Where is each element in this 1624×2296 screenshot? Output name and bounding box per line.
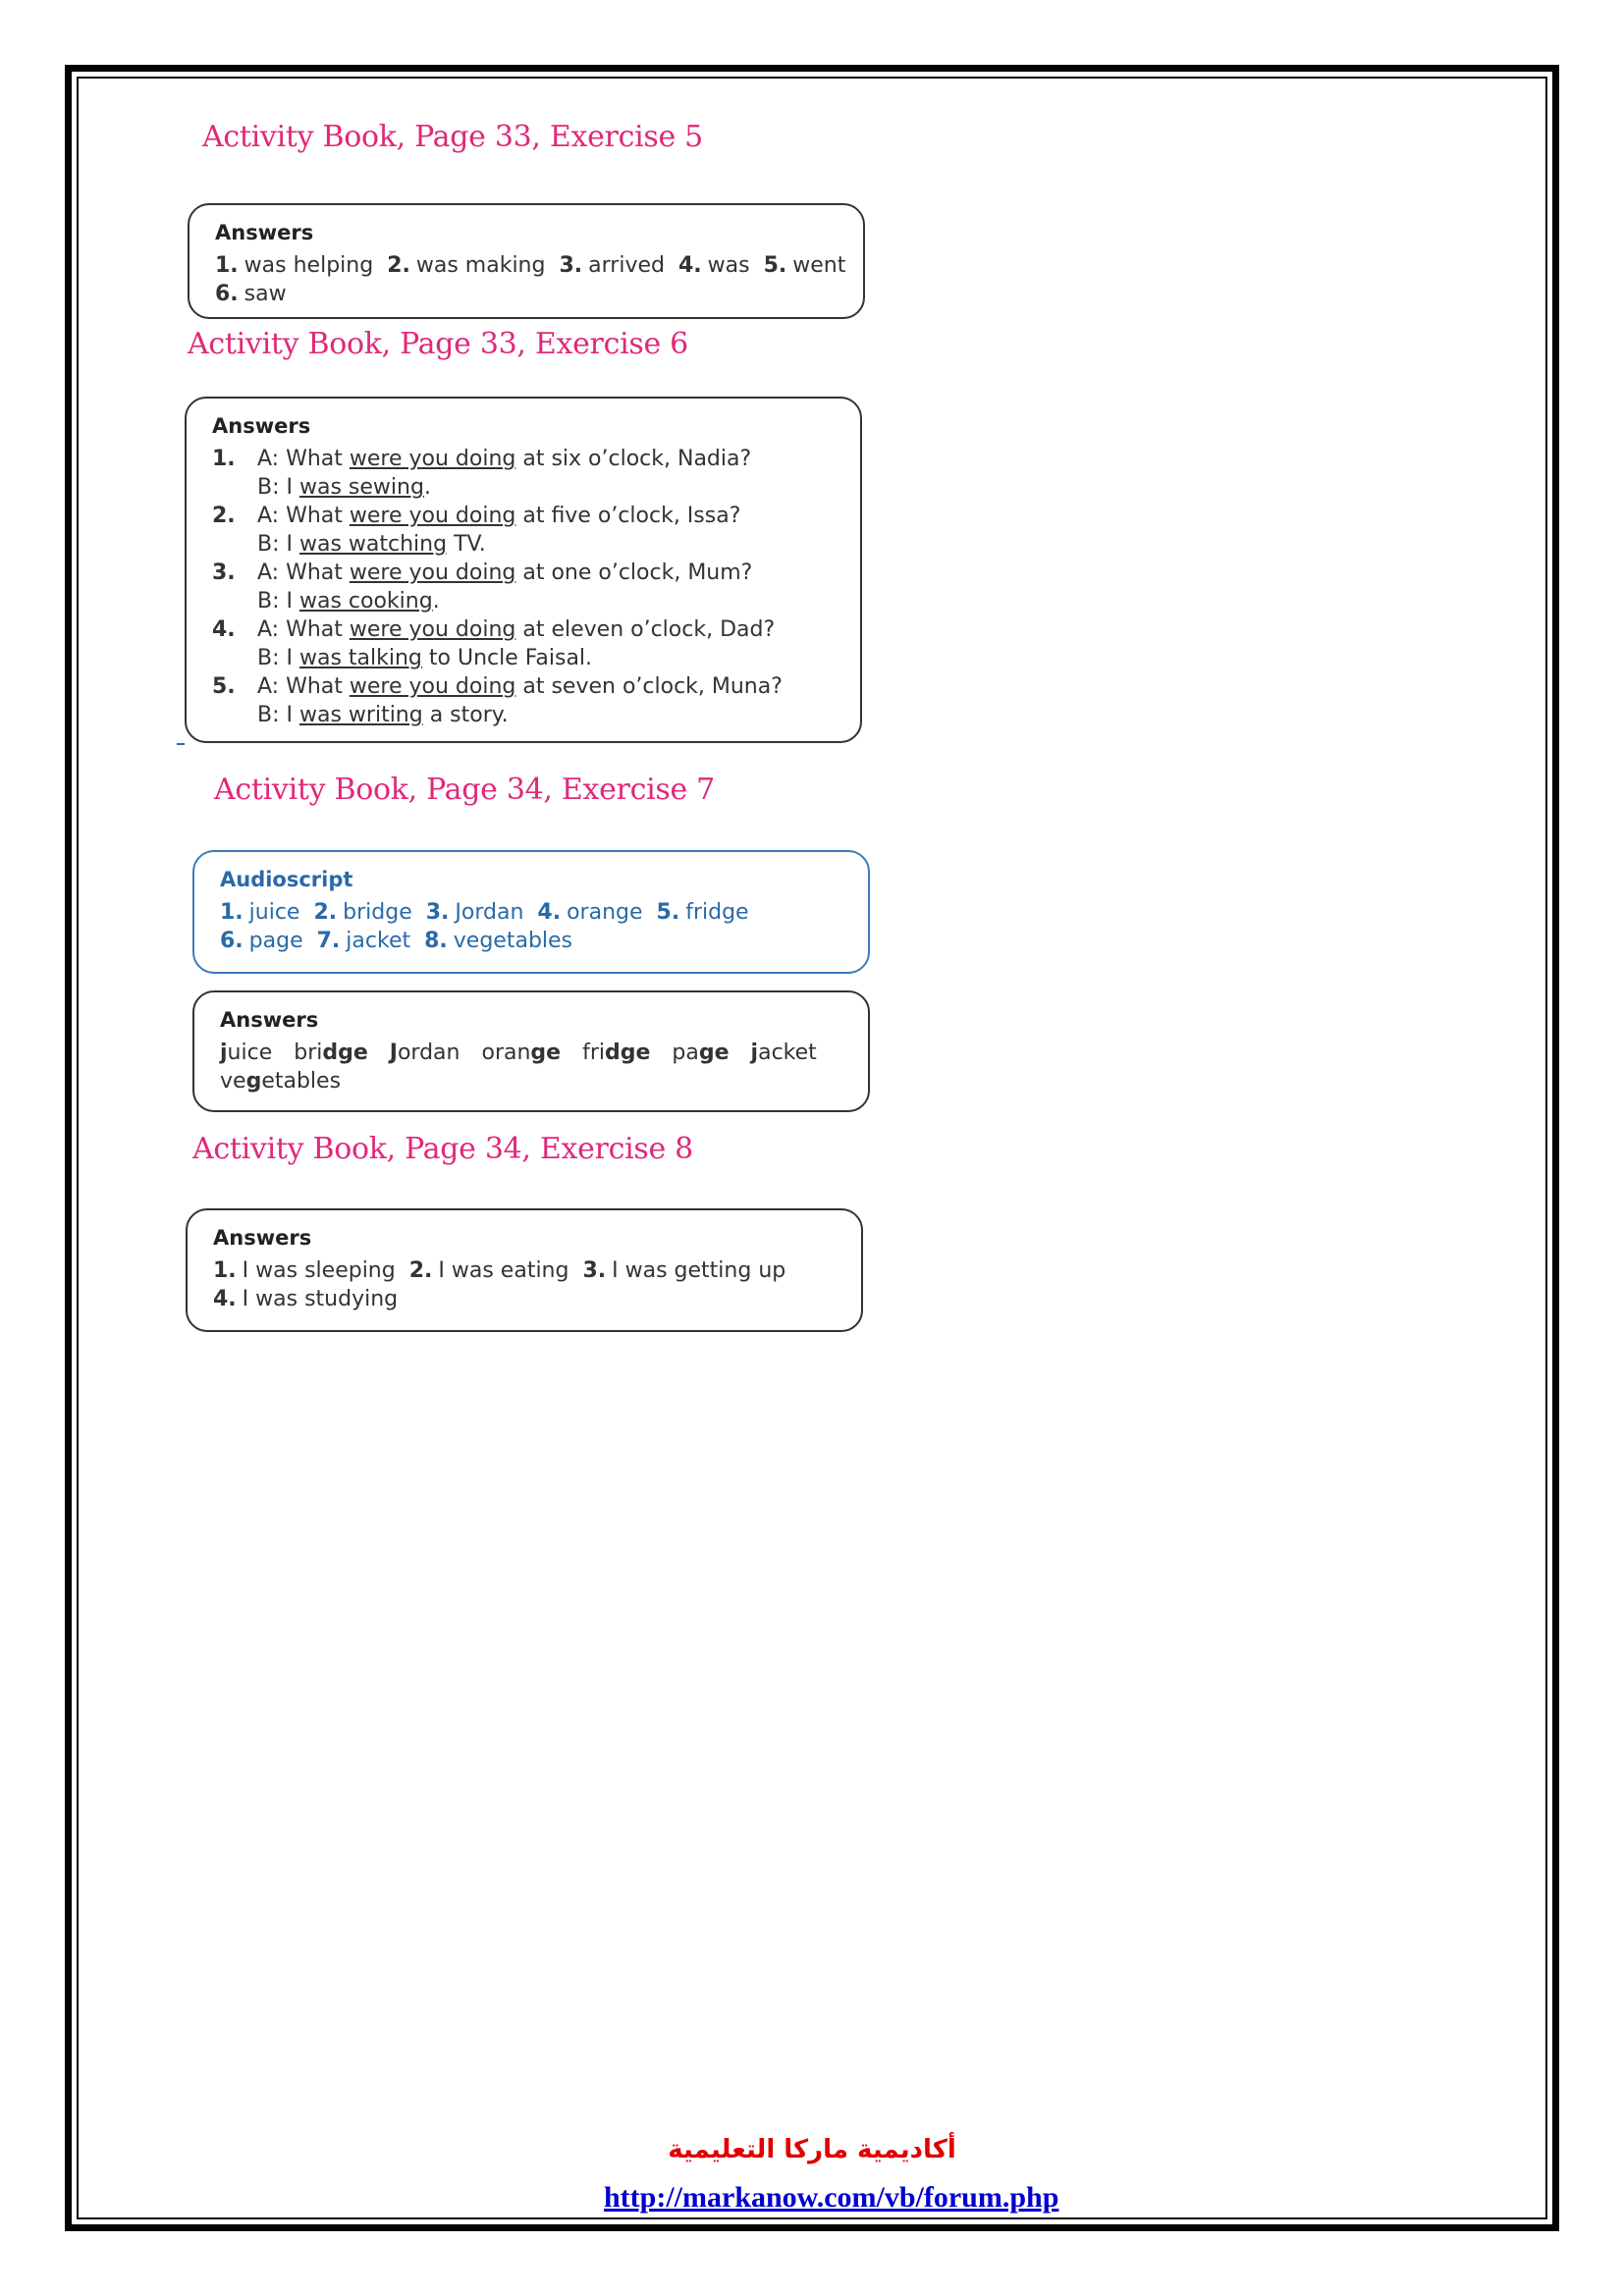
answer-word xyxy=(294,1041,368,1065)
text: B: I xyxy=(257,703,299,727)
item-text: Jordan xyxy=(455,900,524,925)
dialog-line-a xyxy=(212,559,837,587)
word-part: fri xyxy=(582,1041,605,1065)
highlighted-letters: j xyxy=(750,1041,759,1065)
dialog-text-b xyxy=(257,473,431,502)
heading-ex6: Activity Book, Page 33, Exercise 6 xyxy=(188,327,688,361)
text: at seven o’clock, Muna? xyxy=(515,674,783,699)
item-number: 2. xyxy=(313,900,338,925)
answer-word xyxy=(390,1041,460,1065)
item-text: jacket xyxy=(346,929,411,953)
item-text: bridge xyxy=(343,900,412,925)
dialog-line-b xyxy=(212,587,837,615)
item-number: 2. xyxy=(387,253,410,278)
text: A: What xyxy=(257,674,350,699)
word-part: acket xyxy=(758,1041,817,1065)
underlined-answer: was talking xyxy=(298,646,422,670)
word-part: ve xyxy=(220,1069,246,1094)
text: . xyxy=(423,475,431,500)
dialog-text-b xyxy=(257,587,440,615)
word-list xyxy=(220,1039,844,1095)
dialog-indent xyxy=(212,587,257,615)
dialog-text-b xyxy=(257,530,486,559)
item-number: 7. xyxy=(316,929,341,953)
answer-item xyxy=(220,929,303,953)
dialog-indent xyxy=(212,473,257,502)
text: at five o’clock, Issa? xyxy=(515,504,741,528)
answer-item xyxy=(220,900,299,925)
word-line xyxy=(220,1067,844,1095)
answer-item xyxy=(317,929,410,953)
answer-word xyxy=(220,1069,341,1094)
dialog-text-a xyxy=(257,615,775,644)
item-text: I was studying xyxy=(242,1287,399,1311)
item-number: 2. xyxy=(408,1258,433,1283)
word-part: ordan xyxy=(397,1041,460,1065)
item-number: 5. xyxy=(656,900,680,925)
dialog-number: 4. xyxy=(212,617,236,642)
audioscript-title: Audioscript xyxy=(220,868,353,891)
answer-item xyxy=(537,900,642,925)
highlighted-letters: J xyxy=(389,1041,398,1065)
item-number: 4. xyxy=(677,253,702,278)
text: at one o’clock, Mum? xyxy=(515,561,753,585)
item-number: 1. xyxy=(215,253,239,278)
dialog-line-a xyxy=(212,672,837,701)
dialog-line-a xyxy=(212,445,837,473)
item-text: page xyxy=(248,929,303,953)
item-number: 8. xyxy=(424,929,448,953)
dialog-indent xyxy=(212,644,257,672)
item-text: I was eating xyxy=(438,1258,569,1283)
item-text: I was sleeping xyxy=(242,1258,396,1283)
answer-line xyxy=(215,251,846,280)
dialog-line-b xyxy=(212,473,837,502)
item-text: I was getting up xyxy=(612,1258,786,1283)
answers-title: Answers xyxy=(212,414,311,438)
answers-title: Answers xyxy=(213,1226,312,1250)
text: B: I xyxy=(257,475,299,500)
answer-line xyxy=(213,1256,838,1285)
heading-ex5: Activity Book, Page 33, Exercise 5 xyxy=(202,120,703,154)
text: B: I xyxy=(257,532,299,557)
answer-item xyxy=(215,282,287,306)
dialog-list xyxy=(212,445,837,729)
word-part: bri xyxy=(294,1041,323,1065)
answer-item xyxy=(215,253,373,278)
item-number: 4. xyxy=(213,1287,237,1311)
answer-list xyxy=(215,251,846,308)
dialog-text-a xyxy=(257,445,751,473)
underlined-answer: were you doing xyxy=(349,504,516,528)
dialog-line-b xyxy=(212,644,837,672)
heading-ex7: Activity Book, Page 34, Exercise 7 xyxy=(214,773,715,807)
dialog-text-a xyxy=(257,672,783,701)
answer-line xyxy=(220,927,844,955)
word-line xyxy=(220,1039,844,1067)
answer-item xyxy=(387,253,545,278)
item-text: orange xyxy=(567,900,643,925)
word-part: oran xyxy=(481,1041,531,1065)
item-number: 6. xyxy=(220,929,244,953)
dialog-text-b xyxy=(257,701,509,729)
text: A: What xyxy=(257,447,350,471)
dialog-line-a xyxy=(212,502,837,530)
stray-dash xyxy=(177,743,185,745)
answers-title: Answers xyxy=(220,1008,319,1032)
item-number: 4. xyxy=(537,900,562,925)
highlighted-letters: j xyxy=(220,1041,228,1065)
answer-line xyxy=(213,1285,838,1313)
dialog-text-b xyxy=(257,644,592,672)
item-number: 3. xyxy=(582,1258,607,1283)
answer-item xyxy=(678,253,750,278)
underlined-answer: was writing xyxy=(298,703,423,727)
dialog-line-a xyxy=(212,615,837,644)
item-number: 3. xyxy=(559,253,583,278)
answer-word xyxy=(672,1041,729,1065)
underlined-answer: was sewing xyxy=(298,475,424,500)
item-text: arrived xyxy=(588,253,665,278)
item-number: 1. xyxy=(213,1258,237,1283)
text: . xyxy=(432,589,440,614)
text: A: What xyxy=(257,504,350,528)
answer-line xyxy=(215,280,839,308)
answer-item xyxy=(313,900,411,925)
dialog-indent xyxy=(212,701,257,729)
answer-word xyxy=(582,1041,650,1065)
answer-item xyxy=(213,1258,396,1283)
item-text: was xyxy=(707,253,750,278)
highlighted-letters: ge xyxy=(530,1041,562,1065)
answer-item xyxy=(559,253,665,278)
answer-line xyxy=(220,898,844,927)
answers-box-ex5 xyxy=(188,203,865,319)
text: TV. xyxy=(447,532,486,557)
item-number: 3. xyxy=(425,900,450,925)
answer-word xyxy=(481,1041,561,1065)
item-text: fridge xyxy=(685,900,749,925)
text: at six o’clock, Nadia? xyxy=(515,447,752,471)
item-number: 1. xyxy=(220,900,244,925)
dialog-number: 1. xyxy=(212,447,236,471)
word-part: uice xyxy=(227,1041,273,1065)
underlined-answer: were you doing xyxy=(349,447,516,471)
heading-ex8: Activity Book, Page 34, Exercise 8 xyxy=(192,1132,693,1166)
dialog-text-a xyxy=(257,502,740,530)
text: B: I xyxy=(257,589,299,614)
text: to Uncle Faisal. xyxy=(421,646,593,670)
underlined-answer: was cooking xyxy=(298,589,433,614)
text: A: What xyxy=(257,561,350,585)
footer-forum-link[interactable]: http://markanow.com/vb/forum.php xyxy=(604,2181,1059,2214)
answers-box-ex8 xyxy=(186,1208,863,1332)
footer-academy-name: أكاديمية ماركا التعليمية xyxy=(668,2135,956,2164)
audioscript-list xyxy=(220,898,844,955)
answer-list xyxy=(213,1256,838,1313)
dialog-line-b xyxy=(212,701,837,729)
item-number: 6. xyxy=(215,282,239,306)
highlighted-letters: g xyxy=(245,1069,262,1094)
word-part: etables xyxy=(261,1069,342,1094)
answer-item xyxy=(582,1258,785,1283)
item-number: 5. xyxy=(763,253,787,278)
highlighted-letters: ge xyxy=(698,1041,730,1065)
item-text: vegetables xyxy=(453,929,573,953)
answer-item xyxy=(764,253,846,278)
audioscript-box xyxy=(192,850,870,974)
text: A: What xyxy=(257,617,350,642)
underlined-answer: were you doing xyxy=(349,617,516,642)
answer-item xyxy=(213,1287,398,1311)
underlined-answer: were you doing xyxy=(349,561,516,585)
answer-item xyxy=(424,929,572,953)
item-text: was making xyxy=(415,253,546,278)
answers-box-ex7 xyxy=(192,990,870,1112)
dialog-number: 2. xyxy=(212,504,236,528)
answer-item xyxy=(657,900,749,925)
item-text: juice xyxy=(248,900,300,925)
dialog-line-b xyxy=(212,530,837,559)
dialog-text-a xyxy=(257,559,752,587)
dialog-number: 5. xyxy=(212,674,236,699)
text: a story. xyxy=(422,703,509,727)
item-text: was helping xyxy=(244,253,374,278)
item-text: went xyxy=(792,253,846,278)
underlined-answer: was watching xyxy=(298,532,448,557)
dialog-indent xyxy=(212,530,257,559)
word-part: pa xyxy=(672,1041,699,1065)
text: B: I xyxy=(257,646,299,670)
answer-word xyxy=(751,1041,817,1065)
highlighted-letters: dge xyxy=(605,1041,651,1065)
dialog-number: 3. xyxy=(212,561,236,585)
answer-item xyxy=(409,1258,569,1283)
item-text: saw xyxy=(244,282,287,306)
answers-title: Answers xyxy=(215,221,314,244)
answer-item xyxy=(426,900,524,925)
answer-word xyxy=(220,1041,272,1065)
answers-box-ex6 xyxy=(185,397,862,743)
underlined-answer: were you doing xyxy=(349,674,516,699)
highlighted-letters: dge xyxy=(322,1041,368,1065)
text: at eleven o’clock, Dad? xyxy=(515,617,776,642)
